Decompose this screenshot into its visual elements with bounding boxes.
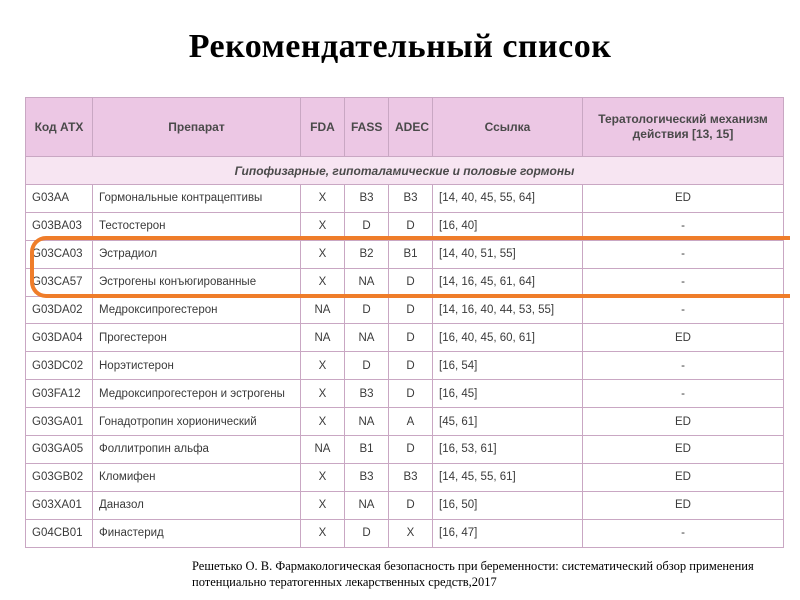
cell-atc-code: G03GA01 <box>26 408 93 436</box>
cell-adec: D <box>389 212 433 240</box>
cell-reference: [14, 40, 45, 55, 64] <box>433 185 583 213</box>
header-fda: FDA <box>301 98 345 157</box>
cell-reference: [14, 16, 40, 44, 53, 55] <box>433 296 583 324</box>
table-header-row <box>26 98 784 157</box>
cell-mechanism: ED <box>583 408 784 436</box>
cell-atc-code: G03DA02 <box>26 296 93 324</box>
cell-reference: [16, 47] <box>433 519 583 547</box>
cell-drug-name: Медроксипрогестерон и эстрогены <box>93 380 301 408</box>
cell-mechanism: - <box>583 296 784 324</box>
cell-atc-code: G03XA01 <box>26 491 93 519</box>
citation: Решетько О. В. Фармакологическая безопасность при беременности: систематический обзор применения потенциально тератогенных лекарственных средств,2017 <box>192 559 754 589</box>
cell-atc-code: G03AA <box>26 185 93 213</box>
cell-fda: X <box>301 212 345 240</box>
cell-adec: A <box>389 408 433 436</box>
cell-fda: X <box>301 380 345 408</box>
cell-fass: NA <box>345 408 389 436</box>
cell-fda: NA <box>301 296 345 324</box>
cell-fass: D <box>345 212 389 240</box>
cell-adec: D <box>389 268 433 296</box>
table-row <box>26 380 784 408</box>
cell-fda: X <box>301 352 345 380</box>
cell-mechanism: ED <box>583 491 784 519</box>
table-row <box>26 436 784 464</box>
cell-adec: D <box>389 436 433 464</box>
cell-reference: [14, 45, 55, 61] <box>433 463 583 491</box>
cell-fass: NA <box>345 324 389 352</box>
table-row <box>26 519 784 547</box>
cell-adec: B3 <box>389 185 433 213</box>
table-row <box>26 463 784 491</box>
cell-fda: X <box>301 268 345 296</box>
slide-title: Рекомендательный список <box>188 28 612 65</box>
table-row <box>26 296 784 324</box>
table-row <box>26 352 784 380</box>
cell-reference: [16, 40] <box>433 212 583 240</box>
cell-mechanism: ED <box>583 185 784 213</box>
cell-drug-name: Прогестерон <box>93 324 301 352</box>
table-row <box>26 408 784 436</box>
table-row <box>26 185 784 213</box>
cell-mechanism: ED <box>583 436 784 464</box>
cell-reference: [16, 45] <box>433 380 583 408</box>
table-row <box>26 491 784 519</box>
cell-drug-name: Норэтистерон <box>93 352 301 380</box>
cell-reference: [45, 61] <box>433 408 583 436</box>
cell-adec: D <box>389 324 433 352</box>
cell-mechanism: - <box>583 352 784 380</box>
cell-reference: [16, 50] <box>433 491 583 519</box>
cell-reference: [16, 54] <box>433 352 583 380</box>
table-body <box>26 157 784 548</box>
cell-drug-name: Медроксипрогестерон <box>93 296 301 324</box>
cell-adec: D <box>389 296 433 324</box>
cell-adec: D <box>389 491 433 519</box>
cell-atc-code: G03GB02 <box>26 463 93 491</box>
cell-atc-code: G04CB01 <box>26 519 93 547</box>
cell-atc-code: G03BA03 <box>26 212 93 240</box>
header-reference: Ссылка <box>433 98 583 157</box>
cell-fass: B1 <box>345 436 389 464</box>
header-atc-code: Код АТХ <box>26 98 93 157</box>
drug-table <box>25 97 784 548</box>
cell-mechanism: ED <box>583 324 784 352</box>
cell-mechanism: - <box>583 519 784 547</box>
cell-drug-name: Фоллитропин альфа <box>93 436 301 464</box>
cell-fda: NA <box>301 436 345 464</box>
cell-drug-name: Гормональные контрацептивы <box>93 185 301 213</box>
cell-fass: B3 <box>345 463 389 491</box>
cell-atc-code: G03DA04 <box>26 324 93 352</box>
header-teratologic-mechanism: Тератологический механизм действия [13, 15] <box>583 98 784 157</box>
cell-reference: [14, 40, 51, 55] <box>433 240 583 268</box>
cell-adec: X <box>389 519 433 547</box>
cell-reference: [16, 40, 45, 60, 61] <box>433 324 583 352</box>
drug-table-container <box>25 97 783 548</box>
cell-atc-code: G03DC02 <box>26 352 93 380</box>
group-title: Гипофизарные, гипоталамические и половые гормоны <box>26 157 784 185</box>
cell-fass: NA <box>345 268 389 296</box>
table-row <box>26 324 784 352</box>
cell-drug-name: Эстрадиол <box>93 240 301 268</box>
cell-atc-code: G03GA05 <box>26 436 93 464</box>
cell-adec: B3 <box>389 463 433 491</box>
cell-fass: D <box>345 519 389 547</box>
cell-mechanism: - <box>583 380 784 408</box>
cell-fda: X <box>301 519 345 547</box>
cell-adec: D <box>389 352 433 380</box>
cell-adec: D <box>389 380 433 408</box>
cell-mechanism: ED <box>583 463 784 491</box>
header-fass: FASS <box>345 98 389 157</box>
cell-atc-code: G03FA12 <box>26 380 93 408</box>
cell-fda: X <box>301 240 345 268</box>
cell-drug-name: Кломифен <box>93 463 301 491</box>
cell-fass: NA <box>345 491 389 519</box>
cell-fass: B2 <box>345 240 389 268</box>
cell-atc-code: G03CA03 <box>26 240 93 268</box>
cell-fda: X <box>301 491 345 519</box>
cell-fass: B3 <box>345 380 389 408</box>
cell-drug-name: Финастерид <box>93 519 301 547</box>
cell-fda: NA <box>301 324 345 352</box>
cell-fass: D <box>345 352 389 380</box>
header-adec: ADEC <box>389 98 433 157</box>
cell-atc-code: G03CA57 <box>26 268 93 296</box>
cell-fda: X <box>301 463 345 491</box>
cell-reference: [14, 16, 45, 61, 64] <box>433 268 583 296</box>
cell-drug-name: Гонадотропин хорионический <box>93 408 301 436</box>
cell-mechanism: - <box>583 268 784 296</box>
cell-fda: X <box>301 408 345 436</box>
cell-drug-name: Эстрогены конъюгированные <box>93 268 301 296</box>
cell-adec: B1 <box>389 240 433 268</box>
cell-drug-name: Даназол <box>93 491 301 519</box>
cell-fda: X <box>301 185 345 213</box>
cell-drug-name: Тестостерон <box>93 212 301 240</box>
highlight-outline <box>30 236 790 298</box>
cell-reference: [16, 53, 61] <box>433 436 583 464</box>
cell-mechanism: - <box>583 240 784 268</box>
header-drug: Препарат <box>93 98 301 157</box>
group-header-row <box>26 157 784 185</box>
cell-mechanism: - <box>583 212 784 240</box>
cell-fass: D <box>345 296 389 324</box>
cell-fass: B3 <box>345 185 389 213</box>
